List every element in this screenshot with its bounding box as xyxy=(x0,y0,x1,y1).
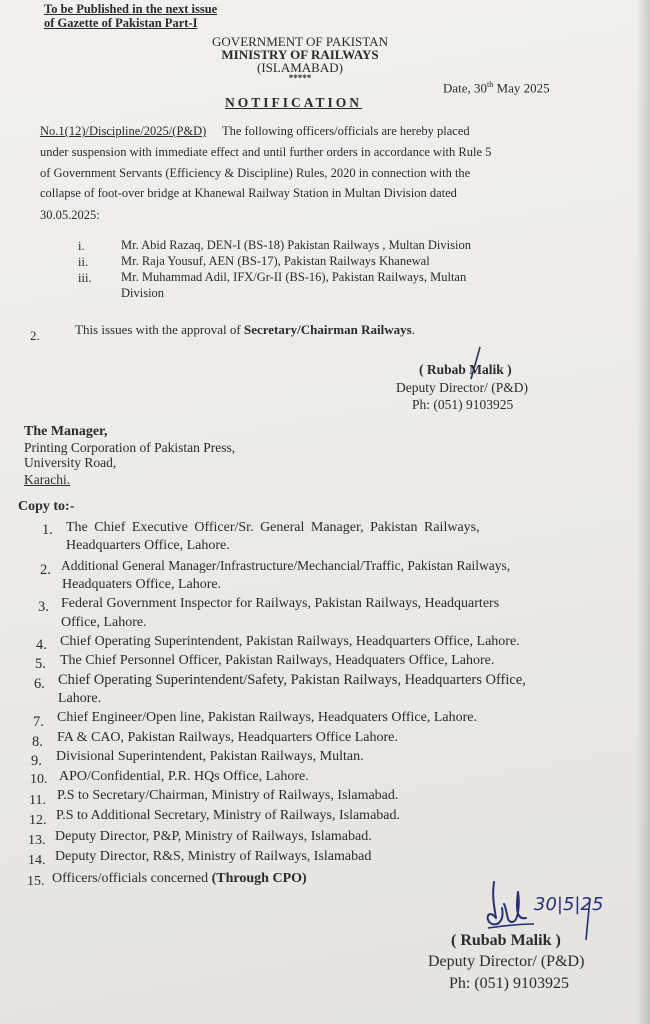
gov-heading: GOVERNMENT OF PAKISTAN xyxy=(212,34,388,49)
copy-item: P.S to Additional Secretary, Ministry of Railways, Islamabad. xyxy=(56,808,400,823)
para-line-2: under suspension with immediate effect and until further orders in accordance with Rule 5 xyxy=(40,145,492,159)
copy-num: 2. xyxy=(40,562,51,578)
handwritten-date: 30|5|25 xyxy=(534,894,604,915)
officer-num: i. xyxy=(78,239,85,253)
para-line-1: No.1(12)/Discipline/2025/(P&D) The following officers/officials are hereby placed xyxy=(40,124,470,138)
point2-text: This issues with the approval of Secretary/Chairman Railways. xyxy=(75,322,415,337)
publish-note-line1: To be Published in the next issue xyxy=(44,2,218,16)
copy-item: Divisional Superintendent, Pakistan Railways, Multan. xyxy=(56,749,364,764)
copy-item-cont: Headquarters Office, Lahore. xyxy=(66,538,230,553)
copy-item: Additional General Manager/Infrastructure/Mechancial/Traffic, Pakistan Railways, xyxy=(61,558,511,573)
copy-num: 15. xyxy=(27,874,45,889)
signatory-designation: Deputy Director/ (P&D) xyxy=(428,953,585,970)
addressee-title: The Manager, xyxy=(24,424,108,439)
page-edge-shadow xyxy=(636,0,650,1024)
stars: ***** xyxy=(288,73,312,83)
signatory-phone: Ph: (051) 9103925 xyxy=(412,397,514,412)
handwritten-initials-date xyxy=(482,878,622,940)
copy-num: 14. xyxy=(28,853,46,868)
copy-num: 12. xyxy=(29,813,47,828)
copy-num: 3. xyxy=(38,599,49,615)
copy-item: P.S to Secretary/Chairman, Ministry of Railways, Islamabad. xyxy=(57,788,399,803)
copy-num: 9. xyxy=(31,753,42,769)
officer-num: ii. xyxy=(78,255,89,269)
copy-item: FA & CAO, Pakistan Railways, Headquarters Office Lahore. xyxy=(57,730,398,745)
signatory-name: ( Rubab Malik ) xyxy=(451,932,561,949)
copy-item: The Chief Executive Officer/Sr. General Manager, Pakistan Railways, xyxy=(66,520,480,535)
para-line-5: 30.05.2025: xyxy=(40,208,100,222)
notification-title: NOTIFICATION xyxy=(225,95,363,110)
copy-num: 5. xyxy=(35,656,46,672)
copy-num: 6. xyxy=(34,676,45,692)
copy-item-cont: Office, Lahore. xyxy=(61,615,147,630)
copy-num: 4. xyxy=(36,637,47,653)
publish-note-line2: of Gazette of Pakistan Part-I xyxy=(44,16,198,30)
point2-num: 2. xyxy=(30,328,40,343)
addressee-line: Printing Corporation of Pakistan Press, xyxy=(24,440,236,455)
copy-to-heading: Copy to:- xyxy=(18,499,75,514)
reference-number: No.1(12)/Discipline/2025/(P&D) xyxy=(40,124,207,138)
officer-item: Mr. Raja Yousuf, AEN (BS-17), Pakistan Railways Khanewal xyxy=(121,254,430,268)
ministry-heading: MINISTRY OF RAILWAYS xyxy=(221,47,379,62)
copy-item-cont: Headquaters Office, Lahore. xyxy=(62,577,222,592)
copy-num: 11. xyxy=(29,793,46,808)
signatory-designation: Deputy Director/ (P&D) xyxy=(396,380,528,395)
officer-item: Mr. Abid Razaq, DEN-I (BS-18) Pakistan Railways , Multan Division xyxy=(121,238,471,252)
copy-num: 7. xyxy=(33,714,44,730)
signatory-name: ( Rubab Malik ) xyxy=(419,362,512,377)
date: Date, 30th May 2025 xyxy=(443,80,550,96)
addressee-line: University Road, xyxy=(24,455,117,470)
copy-num: 13. xyxy=(28,833,46,848)
copy-item: Deputy Director, R&S, Ministry of Railways, Islamabad xyxy=(55,849,372,864)
officer-item: Mr. Muhammad Adil, IFX/Gr-II (BS-16), Pakistan Railways, Multan xyxy=(121,270,467,284)
para-line-3: of Government Servants (Efficiency & Discipline) Rules, 2020 in connection with the xyxy=(40,166,471,180)
addressee-line: Karachi. xyxy=(24,472,71,487)
para-line-4: collapse of foot-over bridge at Khanewal Railway Station in Multan Division dated xyxy=(40,186,457,200)
copy-item: APO/Confidential, P.R. HQs Office, Lahore. xyxy=(59,769,309,784)
copy-item: Federal Government Inspector for Railways, Pakistan Railways, Headquarters xyxy=(61,596,500,611)
copy-num: 1. xyxy=(42,522,53,538)
copy-item: Chief Engineer/Open line, Pakistan Railways, Headquaters Office, Lahore. xyxy=(57,710,477,725)
copy-item: The Chief Personnel Officer, Pakistan Railways, Headquaters Office, Lahore. xyxy=(60,653,495,668)
officer-item-cont: Division xyxy=(121,286,165,300)
copy-item: Officers/officials concerned (Through CPO) xyxy=(52,871,307,886)
signatory-phone: Ph: (051) 9103925 xyxy=(449,975,569,992)
copy-num: 8. xyxy=(32,734,43,750)
officer-num: iii. xyxy=(78,271,92,285)
copy-item: Chief Operating Superintendent/Safety, Pakistan Railways, Headquarters Office, xyxy=(58,672,526,688)
copy-item: Chief Operating Superintendent, Pakistan Railways, Headquarters Office, Lahore. xyxy=(60,634,520,649)
city-heading: (ISLAMABAD) xyxy=(257,60,343,75)
copy-item: Deputy Director, P&P, Ministry of Railways, Islamabad. xyxy=(55,829,372,844)
copy-num: 10. xyxy=(30,772,48,787)
copy-item-cont: Lahore. xyxy=(58,691,102,706)
